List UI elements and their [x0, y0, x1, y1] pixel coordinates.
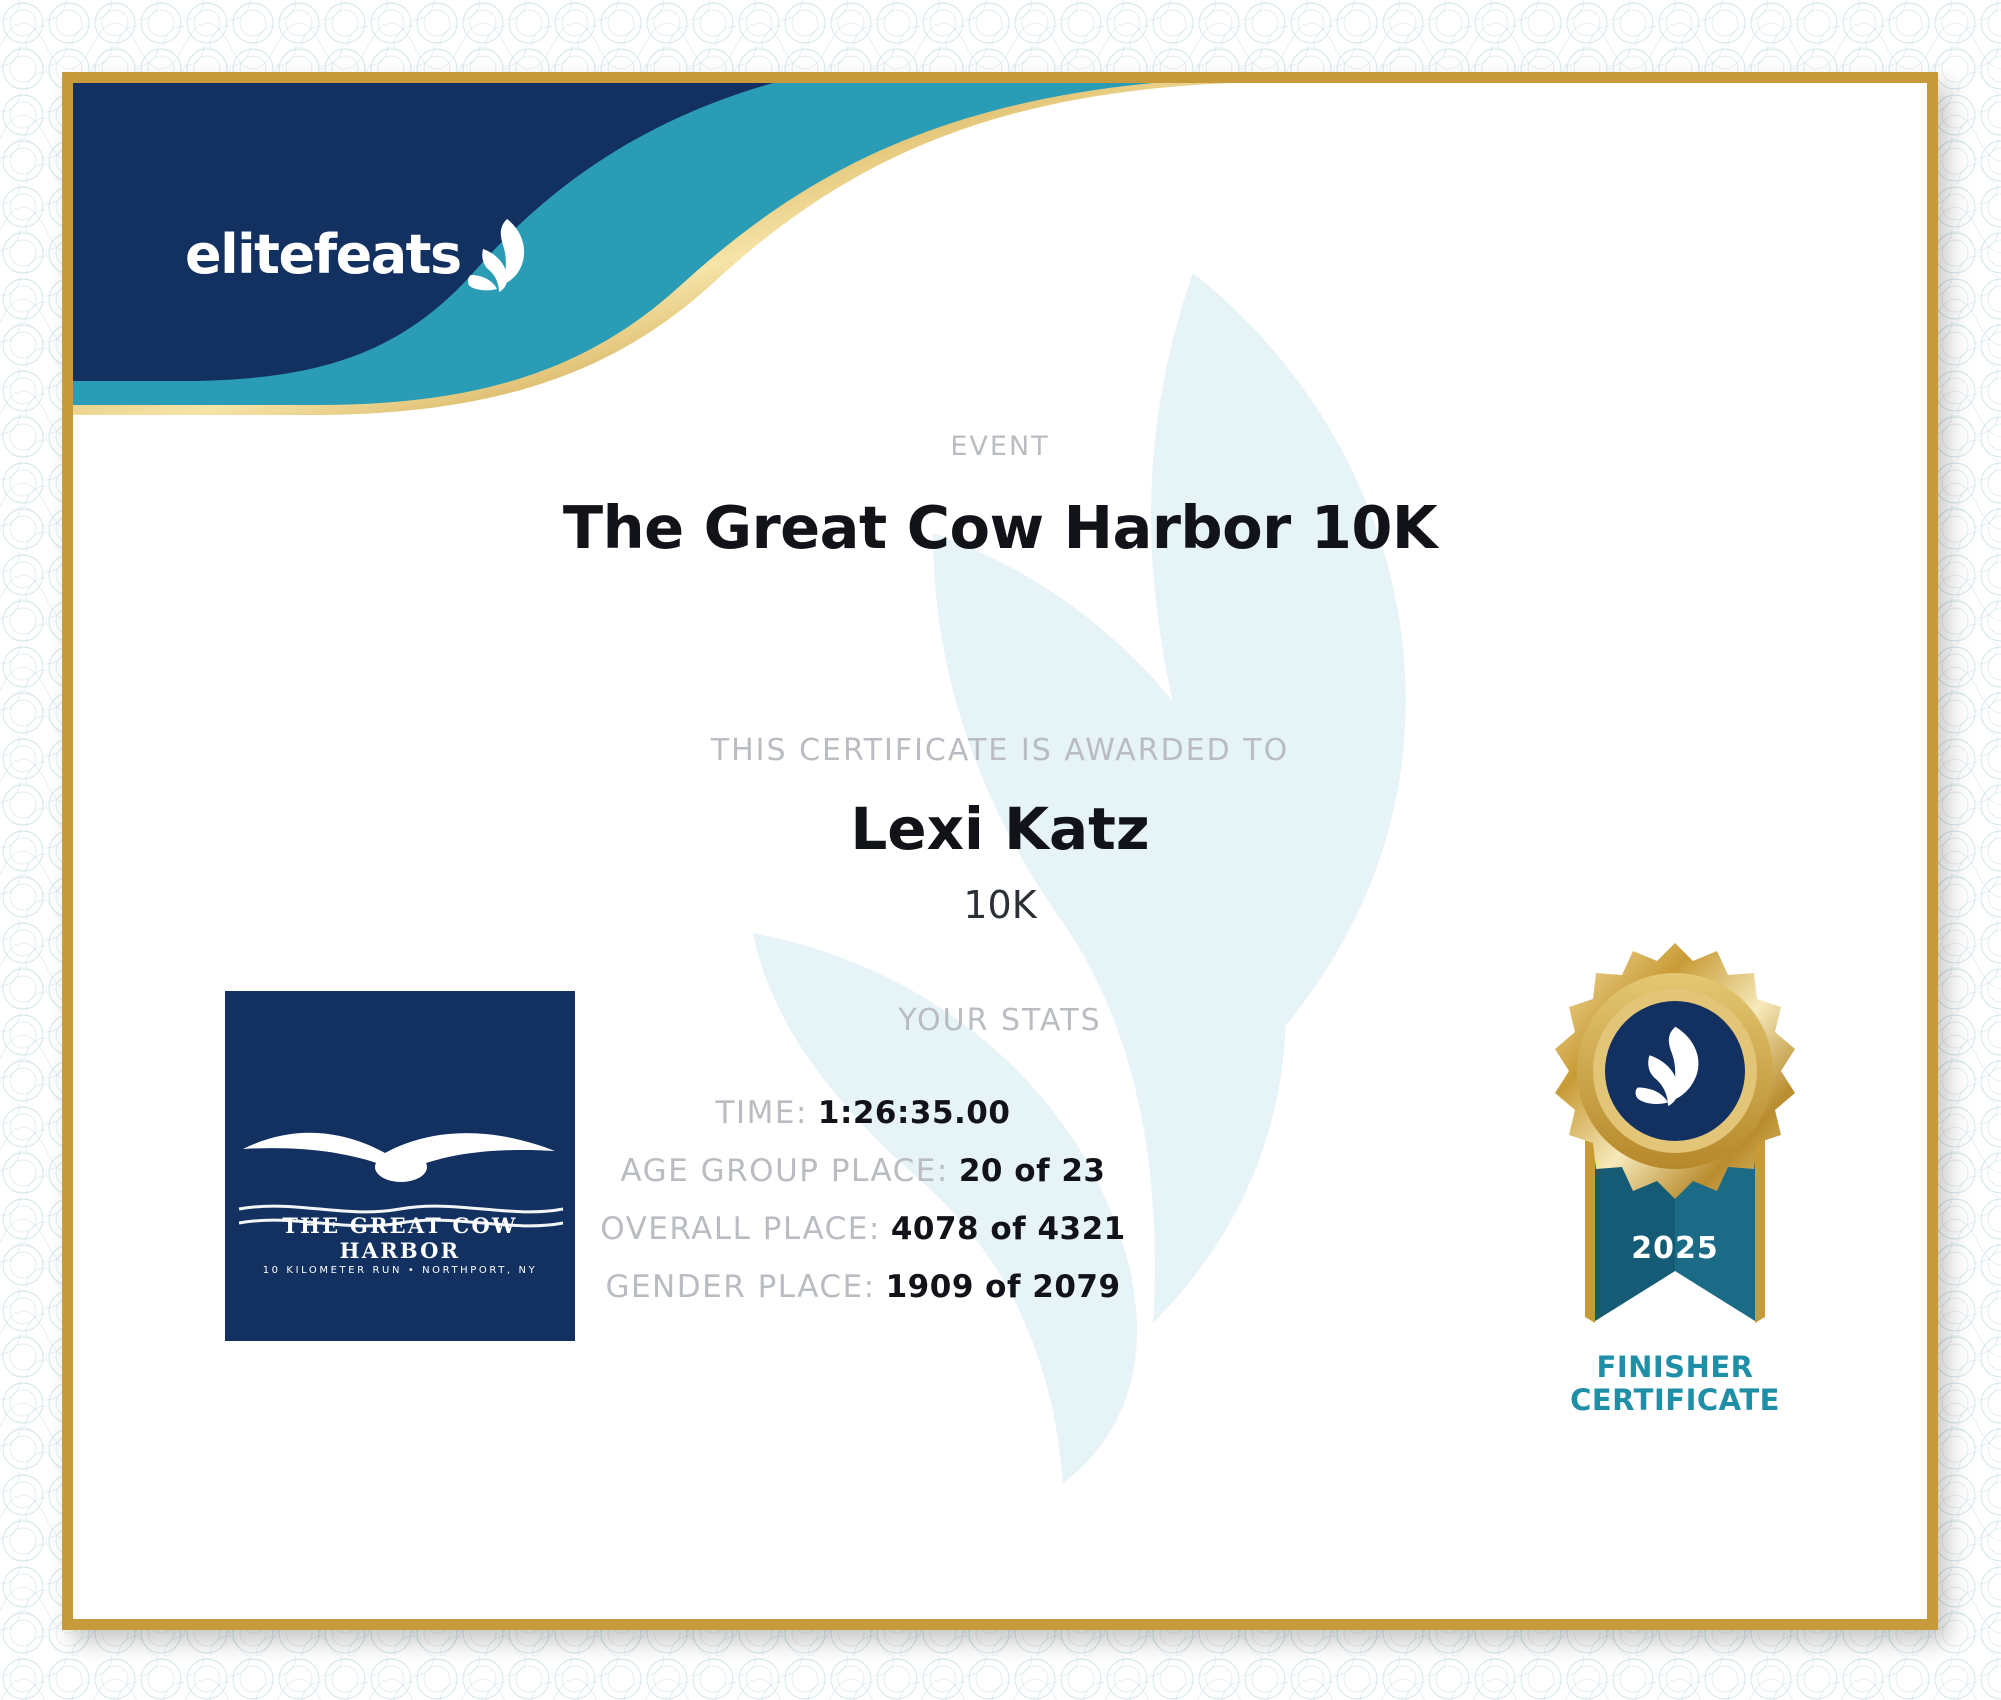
- stat-value-overall-place: 4078 of 4321: [890, 1211, 1126, 1247]
- certificate-body: [73, 83, 1927, 1619]
- caption-line-1: FINISHER: [1596, 1350, 1754, 1384]
- stat-value-age-group-place: 20 of 23: [958, 1153, 1106, 1189]
- stat-row: [453, 1269, 1273, 1305]
- race-logo-title: THE GREAT COW HARBOR: [282, 1213, 518, 1263]
- winged-foot-medal-icon: [1525, 931, 1825, 1351]
- awarded-to-label: THIS CERTIFICATE IS AWARDED TO: [710, 733, 1290, 768]
- stat-key-time: TIME:: [715, 1095, 808, 1131]
- recipient-distance: 10K: [963, 883, 1037, 927]
- stat-key-gender-place: GENDER PLACE:: [605, 1269, 876, 1305]
- stat-value-gender-place: 1909 of 2079: [885, 1269, 1121, 1305]
- brand-name: elitefeats: [185, 222, 461, 286]
- finisher-medal: [1525, 931, 1825, 1351]
- stats-list: [453, 1095, 1273, 1327]
- stat-row: [453, 1095, 1273, 1131]
- race-logo: [225, 991, 575, 1341]
- caption-line-2: CERTIFICATE: [1570, 1383, 1780, 1418]
- your-stats-label: YOUR STATS: [898, 1003, 1102, 1038]
- certificate-content: [73, 83, 1927, 1619]
- medal-year: 2025: [1631, 1231, 1719, 1266]
- event-label: EVENT: [950, 431, 1050, 462]
- stat-key-age-group-place: AGE GROUP PLACE:: [620, 1153, 949, 1189]
- stat-row: [453, 1211, 1273, 1247]
- stat-value-time: 1:26:35.00: [817, 1095, 1011, 1131]
- event-name: The Great Cow Harbor 10K: [562, 493, 1438, 562]
- recipient-name: Lexi Katz: [850, 795, 1150, 863]
- race-logo-subtitle: 10 KILOMETER RUN • NORTHPORT, NY: [262, 1265, 538, 1276]
- stat-row: [453, 1153, 1273, 1189]
- finisher-certificate-caption: [1495, 1351, 1855, 1418]
- stat-key-overall-place: OVERALL PLACE:: [600, 1211, 881, 1247]
- certificate-sheet: [62, 72, 1938, 1630]
